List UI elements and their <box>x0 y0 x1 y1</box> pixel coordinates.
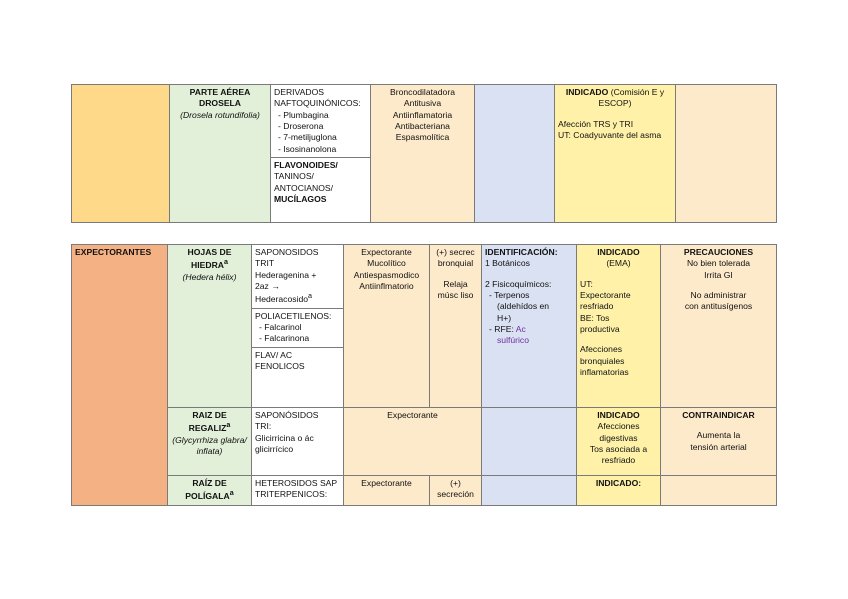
identification-cell <box>475 85 555 223</box>
plant-part: PARTE AÉREA <box>189 87 251 97</box>
plant-name: RAIZ DE <box>192 410 227 420</box>
effect-line: Relaja <box>443 278 468 289</box>
contraindications-title: CONTRAINDICAR <box>682 410 755 420</box>
identification-line: 1 Botánicos <box>485 258 530 269</box>
plant-latin: (Glycyrrhiza glabra/ inflata) <box>172 434 247 456</box>
action-line: Espasmolítica <box>395 132 450 143</box>
plant-cell <box>168 245 252 408</box>
indication-line: BE: Tos <box>580 312 610 323</box>
compound-line: Hederacosido <box>255 294 309 305</box>
indication-line: resfriado <box>601 455 636 466</box>
contraindications-line: Aumenta la <box>696 430 741 441</box>
action-line: Antiinflamatoria <box>392 109 453 120</box>
action-line: Antiinflmatorio <box>359 281 414 292</box>
indication-line: inflamatorias <box>580 367 629 378</box>
indication-line: UT: <box>580 278 593 289</box>
compound-line: ANTOCIANOS/ <box>274 182 334 193</box>
plant-name: HIEDRA <box>191 260 224 271</box>
precautions-cell <box>661 476 777 506</box>
plant-cell <box>168 476 252 506</box>
identification-title: IDENTIFICACIÓN: <box>485 247 558 257</box>
indication-title: INDICADO <box>597 410 640 420</box>
compound-line: glicirrícico <box>255 444 294 455</box>
identification-cell <box>482 476 577 506</box>
indication-line: Afección TRS y TRI <box>558 118 634 129</box>
action-line: Expectorante <box>361 247 412 257</box>
indication-title: INDICADO <box>597 247 640 257</box>
compound-line: MUCÍLAGOS <box>274 194 327 205</box>
compound-item: - 7-metiljuglona <box>286 132 367 143</box>
compound-line: HETEROSIDOS SAP <box>255 478 338 488</box>
indication-cell <box>555 85 676 223</box>
compound-line: FENOLICOS <box>255 360 305 371</box>
plant-cell <box>170 85 271 223</box>
actions-cell <box>344 476 430 506</box>
effect-line: bronquial <box>437 258 474 269</box>
action-line: Antitusiva <box>403 98 442 109</box>
indication-line: Expectorante <box>580 290 631 301</box>
reagent-text: sulfúrico <box>497 335 529 346</box>
reagent-text: Ac <box>515 324 526 335</box>
indication-title: INDICADO <box>565 87 609 97</box>
action-line: Mucolítico <box>367 258 406 269</box>
plant-name: REGALIZ <box>188 423 227 434</box>
precautions-cell <box>676 85 777 223</box>
precautions-line: Irrita GI <box>704 269 733 280</box>
compound-line: TANINOS/ <box>274 171 314 182</box>
compound-group-3 <box>252 347 343 373</box>
actions-cell <box>371 85 475 223</box>
indication-note: (Comisión E y ESCOP) <box>598 87 665 109</box>
indication-note: (EMA) <box>606 258 631 269</box>
compounds-cell <box>271 85 371 223</box>
footnote-mark: a <box>229 489 234 498</box>
compound-line: SAPONÓSIDOS <box>255 410 319 420</box>
indication-line: bronquiales <box>580 355 625 366</box>
identification-list <box>485 290 573 301</box>
plant-name: RAÍZ DE <box>192 478 227 488</box>
indication-line: Afecciones <box>597 421 640 432</box>
identification-item <box>494 324 573 335</box>
compound-list <box>255 322 340 345</box>
identification-item <box>494 290 573 301</box>
precautions-line: No administrar <box>690 290 747 301</box>
indication-cell <box>577 245 661 408</box>
expectorantes-table <box>71 244 777 506</box>
compound-list <box>274 110 367 155</box>
action-line: Antiespasmodico <box>353 269 420 280</box>
compound-group-title: DERIVADOS NAFTOQUINÓNICOS: <box>274 87 361 109</box>
indication-cell <box>577 408 661 476</box>
action-line: Expectorante <box>361 478 412 488</box>
identification-cell <box>482 408 577 476</box>
precautions-line: con antitusígenos <box>684 301 753 312</box>
precautions-cell <box>661 245 777 408</box>
precautions-title: PRECAUCIONES <box>683 247 754 257</box>
contraindications-cell <box>661 408 777 476</box>
indication-cell <box>577 476 661 506</box>
precautions-line: No bien tolerada <box>686 258 751 269</box>
effects-cell <box>430 245 482 408</box>
compounds-cell <box>252 476 344 506</box>
effect-line: (+) secreción <box>437 478 474 500</box>
compound-line: FLAV/ AC <box>255 349 293 360</box>
identification-text: RFE: <box>494 324 514 335</box>
effect-line: músc liso <box>437 290 474 301</box>
plant-latin: (Drosela rotundifolia) <box>180 109 260 120</box>
compound-group-title: SAPONOSIDOS <box>255 247 319 257</box>
plant-name: POLÍGALA <box>185 491 230 502</box>
category-cell <box>72 85 170 223</box>
category-label: EXPECTORANTES <box>75 247 152 257</box>
indication-line: Afecciones <box>580 344 623 355</box>
plant-cell <box>168 408 252 476</box>
indication-line: Tos asociada a <box>589 444 648 455</box>
plant-name: HOJAS DE <box>187 247 232 257</box>
identification-line: 2 Fisicoquímicos: <box>485 278 552 289</box>
category-cell <box>72 245 168 506</box>
action-line: Expectorante <box>387 410 438 420</box>
action-line: Broncodilatadora <box>390 87 455 97</box>
compound-group-title: POLIACETILENOS: <box>255 310 332 321</box>
identification-line: H+) <box>497 312 512 323</box>
identification-list <box>485 324 573 335</box>
plant-name: DROSELA <box>198 98 242 109</box>
compound-line: TRI: <box>255 421 272 432</box>
drosela-table <box>71 84 777 223</box>
footnote-mark: a <box>226 421 231 430</box>
actions-cell <box>344 408 482 476</box>
compound-item: - Falcarinona <box>267 333 340 344</box>
compound-group-2 <box>252 308 343 345</box>
compound-item: - Isosinanolona <box>286 144 367 155</box>
compound-item: - Falcarinol <box>267 322 340 333</box>
action-line: Antibacteriana <box>395 121 450 132</box>
footnote-mark: a <box>223 258 228 267</box>
compound-line: Glicirricina o ác <box>255 432 314 443</box>
compounds-cell <box>252 245 344 408</box>
identification-text: Terpenos <box>494 290 530 301</box>
indication-line: digestivas <box>599 432 638 443</box>
compound-line: TRIT <box>255 258 275 269</box>
indication-title: INDICADO: <box>595 478 642 488</box>
compound-group-2 <box>271 157 370 205</box>
contraindications-line: tensión arterial <box>690 441 747 452</box>
compound-group-title: FLAVONOIDES/ <box>274 160 338 171</box>
plant-latin: (Hedera hélix) <box>182 271 237 282</box>
effects-cell <box>430 476 482 506</box>
indication-line: UT: Coadyuvante del asma <box>558 130 662 141</box>
compound-line: Hederagenina + <box>255 269 317 280</box>
footnote-mark: a <box>308 292 313 301</box>
identification-cell <box>482 245 577 408</box>
indication-line: productiva <box>580 324 620 335</box>
compound-item: - Droserona <box>286 121 367 132</box>
compound-line: 2az → <box>255 281 280 292</box>
compounds-cell <box>252 408 344 476</box>
identification-line: (aldehídos en <box>497 301 550 312</box>
compound-line: TRITERPENICOS: <box>255 489 328 500</box>
compound-item: - Plumbagina <box>286 110 367 121</box>
indication-line: resfriado <box>580 301 614 312</box>
effect-line: (+) secrec <box>436 247 475 257</box>
actions-cell <box>344 245 430 408</box>
